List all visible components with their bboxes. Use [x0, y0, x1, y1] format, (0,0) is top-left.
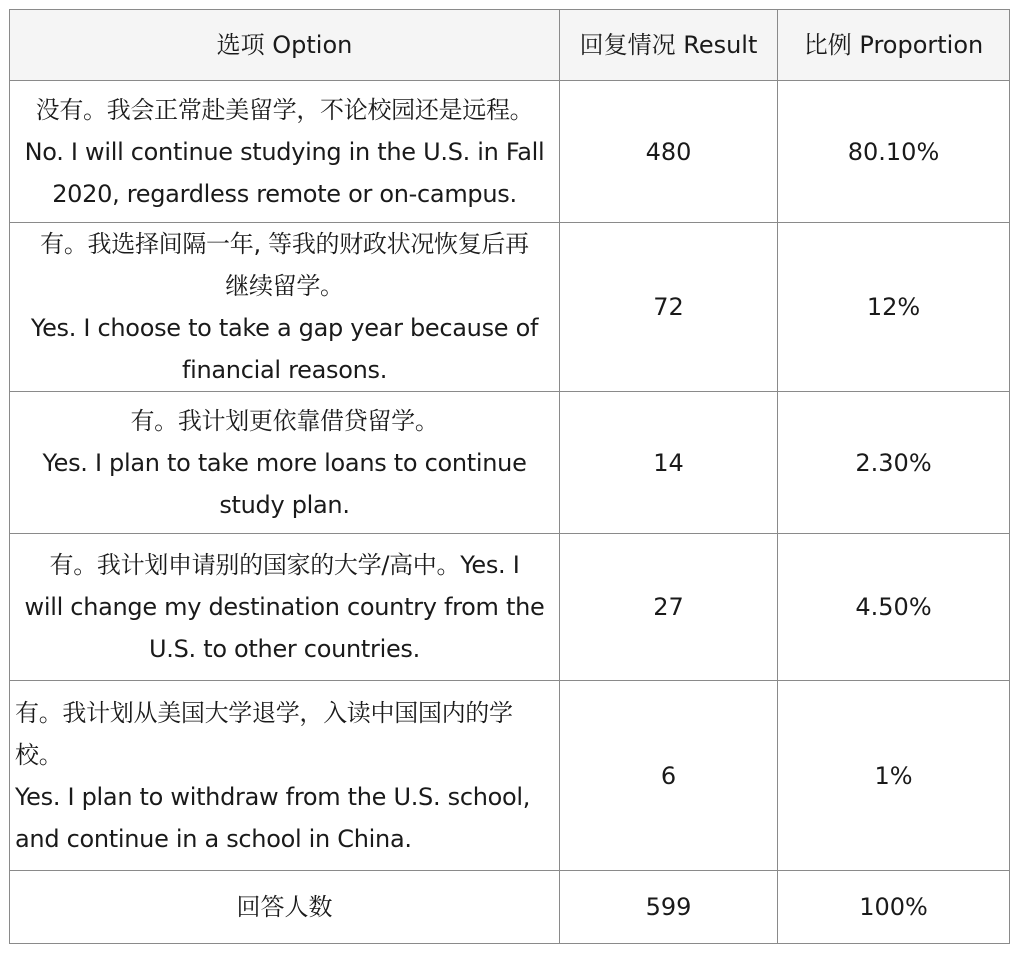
header-result: 回复情况 Result [560, 10, 778, 81]
option-line: 校。 [15, 740, 63, 769]
option-cell [10, 392, 560, 534]
option-line: 继续留学。 [225, 272, 344, 300]
result-cell: 480 [560, 81, 778, 223]
option-line: No. I will continue studying in the U.S. in Fall [24, 137, 545, 166]
option-line: will change my destination country from the [24, 593, 545, 621]
total-proportion: 100% [778, 871, 1010, 944]
option-line: study plan. [219, 490, 350, 519]
table-row [10, 392, 1010, 534]
option-line: 没有。我会正常赴美留学，不论校园还是远程。 [35, 95, 534, 124]
proportion-cell: 80.10% [778, 81, 1010, 223]
proportion-cell: 12% [778, 223, 1010, 392]
option-line: Yes. I plan to take more loans to continue [42, 448, 527, 477]
total-label: 回答人数 [10, 871, 560, 944]
result-cell: 27 [560, 534, 778, 681]
option-line: 有。我计划从美国大学退学，入读中国国内的学 [15, 698, 513, 727]
option-cell [10, 681, 560, 871]
total-result: 599 [560, 871, 778, 944]
table-row [10, 223, 1010, 392]
option-cell [10, 223, 560, 392]
table-row [10, 81, 1010, 223]
option-line: 2020, regardless remote or on-campus. [52, 179, 517, 208]
option-line: Yes. I choose to take a gap year because of [30, 314, 539, 342]
option-line: 有。我计划申请别的国家的大学/高中。Yes. I [49, 551, 520, 579]
table-row [10, 681, 1010, 871]
total-row [10, 871, 1010, 944]
option-line: U.S. to other countries. [149, 635, 420, 663]
survey-results-table [9, 9, 1010, 944]
option-line: 有。我计划更依靠借贷留学。 [130, 406, 439, 435]
result-cell: 6 [560, 681, 778, 871]
option-cell [10, 534, 560, 681]
proportion-cell: 4.50% [778, 534, 1010, 681]
option-line: and continue in a school in China. [15, 824, 412, 853]
result-cell: 14 [560, 392, 778, 534]
proportion-cell: 2.30% [778, 392, 1010, 534]
option-line: 有。我选择间隔一年, 等我的财政状况恢复后再 [40, 230, 529, 258]
header-option: 选项 Option [10, 10, 560, 81]
option-line: financial reasons. [181, 356, 388, 384]
option-cell [10, 81, 560, 223]
table-row [10, 534, 1010, 681]
header-row [10, 10, 1010, 81]
proportion-cell: 1% [778, 681, 1010, 871]
header-proportion: 比例 Proportion [778, 10, 1010, 81]
option-line: Yes. I plan to withdraw from the U.S. school, [15, 782, 531, 811]
result-cell: 72 [560, 223, 778, 392]
